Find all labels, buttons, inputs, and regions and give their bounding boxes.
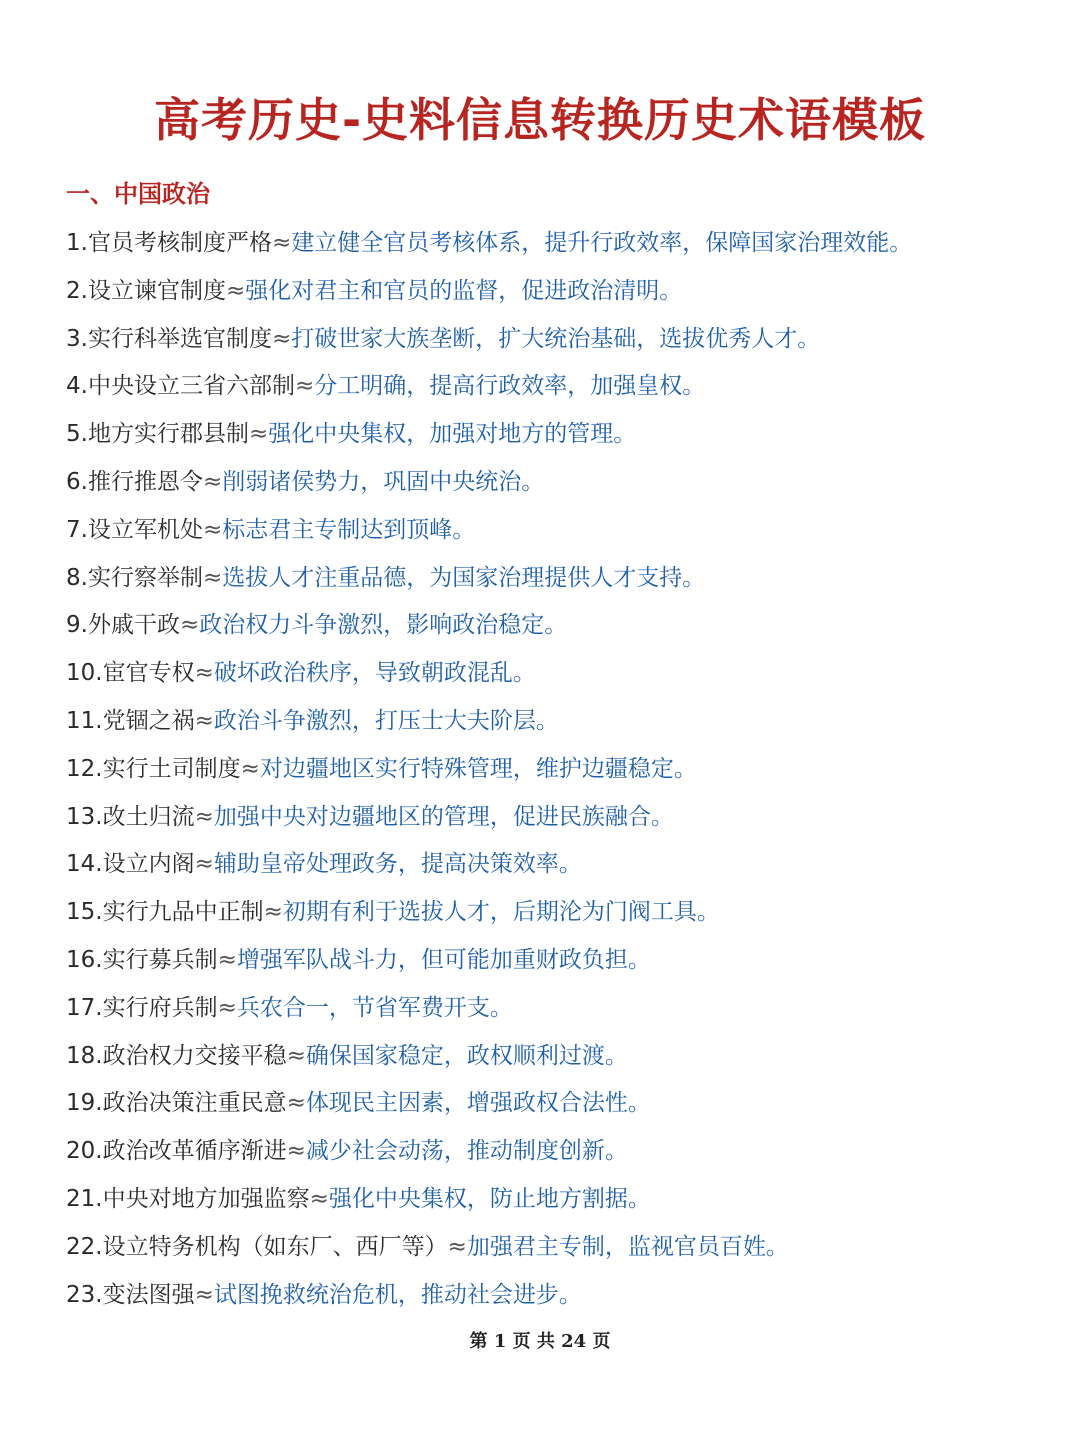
item-term: 2.设立谏官制度 [66,277,226,304]
item-meaning: 试图挽救统治危机，推动社会进步。 [213,1281,582,1308]
item-meaning: 对边疆地区实行特殊管理，维护边疆稳定。 [259,755,697,782]
list-item [66,1132,1050,1180]
approx-separator: ≈ [225,277,246,304]
item-meaning: 强化中央集权，防止地方割据。 [328,1185,651,1212]
list-item [66,224,1050,272]
item-meaning: 选拔人才注重品德，为国家治理提供人才支持。 [222,564,706,591]
item-term: 10.宦官专权 [66,660,195,687]
approx-separator: ≈ [217,994,237,1021]
approx-separator: ≈ [194,1281,214,1308]
item-term: 3.实行科举选官制度 [66,325,272,352]
item-term: 1.官员考核制度严格 [66,230,272,256]
list-item [66,606,1050,654]
item-meaning: 加强中央对边疆地区的管理，促进民族融合。 [213,803,674,830]
list-item [66,989,1050,1037]
item-term: 8.实行察举制 [66,564,203,591]
list-item [66,367,1050,415]
item-meaning: 强化中央集权，加强对地方的管理。 [268,421,637,448]
item-term: 7.设立军机处 [66,516,203,543]
list-item [66,845,1050,893]
list-item [66,893,1050,941]
item-meaning: 加强君主专制，监视官员百姓。 [466,1233,789,1260]
item-term: 16.实行募兵制 [66,946,218,973]
approx-separator: ≈ [202,564,223,591]
list-item [66,1276,1050,1324]
page-title: 高考历史-史料信息转换历史术语模板 [153,93,927,147]
list-item [66,320,1050,368]
approx-separator: ≈ [240,755,260,782]
item-meaning: 标志君主专制达到顶峰。 [222,516,476,543]
item-term: 6.推行推恩令 [66,468,203,495]
item-term: 22.设立特务机构（如东厂、西厂等） [66,1233,448,1260]
item-meaning: 分工明确，提高行政效率，加强皇权。 [314,373,706,400]
list-item [66,1228,1050,1276]
term-list [66,224,1050,1323]
item-term: 23.变法图强 [66,1281,195,1308]
list-item [66,559,1050,607]
item-term: 21.中央对地方加强监察 [66,1185,310,1212]
approx-separator: ≈ [194,851,214,878]
item-term: 13.改土归流 [66,803,195,830]
approx-separator: ≈ [194,803,214,830]
item-meaning: 建立健全官员考核体系，提升行政效率，保障国家治理效能。 [291,230,913,256]
list-item [66,272,1050,320]
item-meaning: 政治权力斗争激烈，影响政治稳定。 [199,612,568,639]
list-item [66,511,1050,559]
item-term: 15.实行九品中正制 [66,899,264,926]
item-meaning: 增强军队战斗力，但可能加重财政负担。 [236,946,651,973]
list-item [66,1037,1050,1085]
list-item [66,463,1050,511]
approx-separator: ≈ [294,373,315,400]
item-term: 5.地方实行郡县制 [66,421,249,448]
approx-separator: ≈ [179,612,200,639]
item-term: 17.实行府兵制 [66,994,218,1021]
list-item [66,798,1050,846]
approx-separator: ≈ [194,660,214,687]
item-meaning: 减少社会动荡，推动制度创新。 [305,1138,628,1165]
approx-separator: ≈ [286,1138,306,1165]
list-item [66,1084,1050,1132]
approx-separator: ≈ [286,1042,306,1069]
item-meaning: 打破世家大族垄断，扩大统治基础，选拔优秀人才。 [291,325,821,352]
approx-separator: ≈ [271,230,292,256]
list-item [66,750,1050,798]
list-item [66,941,1050,989]
page-number-footer: 第 1 页 共 24 页 [469,1331,611,1352]
item-term: 12.实行土司制度 [66,755,241,782]
item-term: 4.中央设立三省六部制 [66,373,295,400]
item-meaning: 确保国家稳定，政权顺利过渡。 [305,1042,628,1069]
item-meaning: 破坏政治秩序，导致朝政混乱。 [213,660,536,687]
approx-separator: ≈ [202,516,223,543]
item-meaning: 兵农合一，节省军费开支。 [236,994,513,1021]
approx-separator: ≈ [447,1233,467,1260]
approx-separator: ≈ [263,899,283,926]
item-meaning: 初期有利于选拔人才，后期沦为门阀工具。 [282,899,720,926]
item-meaning: 辅助皇帝处理政务，提高决策效率。 [213,851,582,878]
list-item [66,415,1050,463]
list-item [66,654,1050,702]
approx-separator: ≈ [271,325,292,352]
item-meaning: 体现民主因素，增强政权合法性。 [305,1090,651,1117]
list-item [66,702,1050,750]
approx-separator: ≈ [217,946,237,973]
approx-separator: ≈ [309,1185,329,1212]
item-term: 11.党锢之祸 [66,707,195,734]
item-term: 9.外戚干政 [66,612,180,639]
approx-separator: ≈ [202,468,223,495]
approx-separator: ≈ [194,707,214,734]
approx-separator: ≈ [286,1090,306,1117]
item-term: 19.政治决策注重民意 [66,1090,287,1117]
list-item [66,1180,1050,1228]
item-meaning: 削弱诸侯势力，巩固中央统治。 [222,468,545,495]
item-term: 18.政治权力交接平稳 [66,1042,287,1069]
item-term: 20.政治改革循序渐进 [66,1138,287,1165]
item-meaning: 政治斗争激烈，打压士大夫阶层。 [213,707,559,734]
item-meaning: 强化对君主和官员的监督，促进政治清明。 [245,277,683,304]
item-term: 14.设立内阁 [66,851,195,878]
section-heading: 一、中国政治 [66,180,210,208]
approx-separator: ≈ [248,421,269,448]
